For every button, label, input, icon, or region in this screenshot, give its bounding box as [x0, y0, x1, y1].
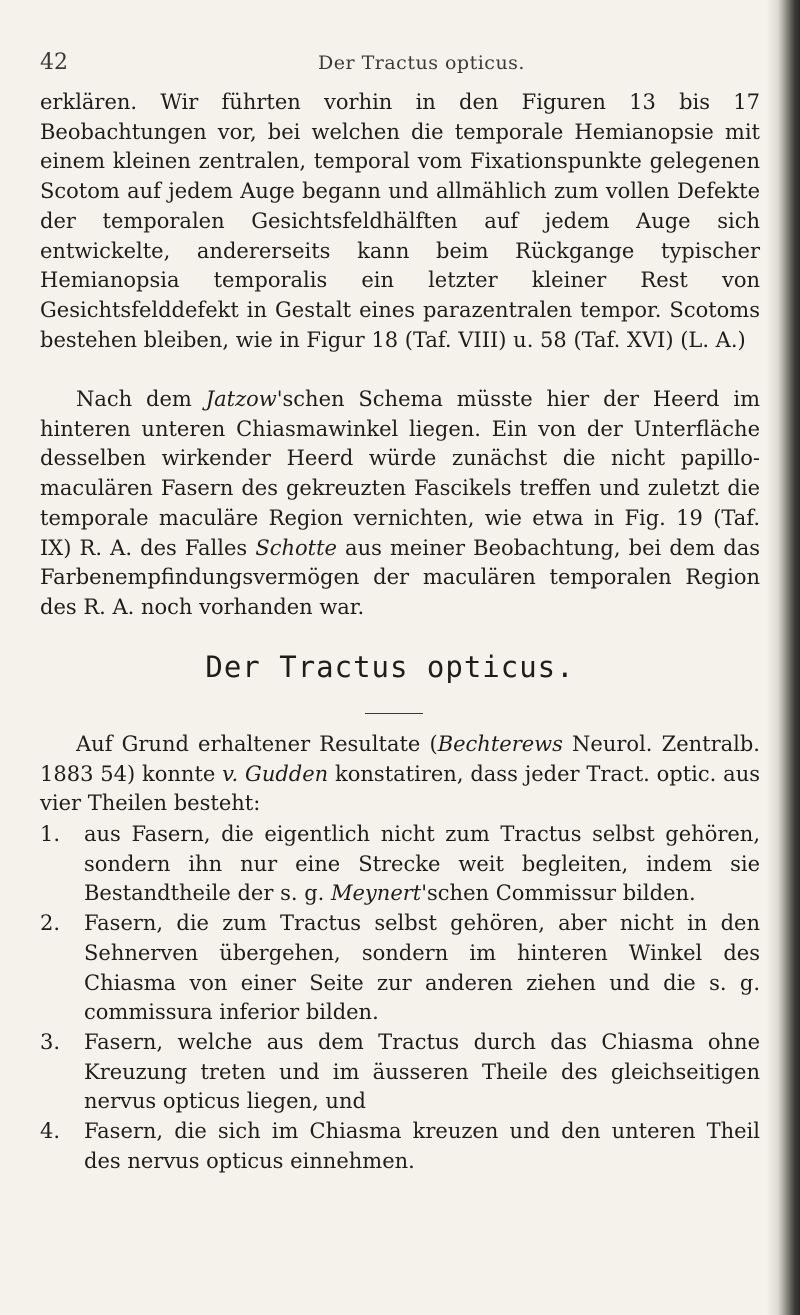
- list-item: [40, 1117, 760, 1176]
- paragraph-3-pre: Auf Grund erhaltener Resultate (: [76, 732, 438, 756]
- paragraph-3-mid: Neurol. Zentralb. 1883 54) konnte: [40, 732, 760, 786]
- list-item-3-text: Fasern, welche aus dem Tractus durch das Chiasma ohne Kreuzung treten und im äusseren Theile des gleichseitigen nervus opticus liegen, und: [84, 1029, 760, 1114]
- paragraph-2-end: aus meiner Beobachtung, bei dem das Farbenempfindungsvermögen der maculären temporalen Region des R. A. noch vorhanden war.: [40, 535, 760, 619]
- list-item-number: 1.: [40, 822, 61, 846]
- paragraph-2-post: 'schen Schema müsste hier der Heerd im hinteren unteren Chiasmawinkel liegen. Ein von der Unterfläche desselben wirkender Heerd würde zunächst die nicht papillo-maculären Fasern des gekreuzten Fascikels treffen und zuletzt die temporale maculäre Region vernichten, wie etwa in Fig. 19 (Taf. IX) R. A. des Falles: [40, 387, 760, 560]
- page-number: 42: [40, 50, 68, 75]
- heading-rule: [365, 713, 423, 714]
- paragraph-3: [40, 730, 760, 819]
- case-name-schotte: Schotte: [255, 535, 337, 560]
- section-heading: Der Tractus opticus.: [205, 650, 575, 684]
- paragraph-3-text: [40, 730, 760, 819]
- list-item-4-text: Fasern, die sich im Chiasma kreuzen und den unteren Theil des nervus opticus einnehmen.: [84, 1119, 760, 1173]
- paragraph-2-text: [40, 385, 760, 623]
- author-name-jatzow: Jatzow: [205, 387, 277, 411]
- list-item: [40, 909, 760, 1028]
- list-item-1-post: 'schen Commissur bilden.: [421, 881, 696, 906]
- tractus-parts-list: [40, 820, 760, 1176]
- author-name-gudden: v. Gudden: [222, 761, 329, 786]
- paragraph-1-text: erklären. Wir führten vorhin in den Figuren 13 bis 17 Beobachtungen vor, bei welchen die temporale Hemianopsie mit einem kleinen zentralen, temporal vom Fixationspunkte gelegenen Scotom auf jedem Auge begann und allmählich zum vollen Defekte der temporalen Gesichtsfeldhälften auf jedem Auge sich entwickelte, andererseits kann beim Rückgange typischer Hemianopsia temporalis ein letzter kleiner Rest von Gesichtsfelddefekt in Gestalt eines parazentralen tempor. Scotoms bestehen bleiben, wie in Figur 18 (Taf. VIII) u. 58 (Taf. XVI) (L. A.): [40, 90, 760, 352]
- list-item-1-pre: aus Fasern, die eigentlich nicht zum Tractus selbst gehören, sondern ihn nur eine Strecke weit begleiten, indem sie Bestandtheile der s. g.: [84, 822, 760, 906]
- page-header: [0, 50, 800, 80]
- paragraph-1: [40, 88, 760, 355]
- list-item-number: 3.: [40, 1029, 61, 1054]
- paragraph-3-post: konstatiren, dass jeder Tract. optic. aus vier Theilen besteht:: [40, 761, 760, 816]
- paragraph-2: [40, 385, 760, 623]
- list-item-number: 4.: [40, 1119, 61, 1144]
- author-name-meynert: Meynert: [331, 881, 422, 906]
- list-item: [40, 820, 760, 909]
- list-item-number: 2.: [40, 911, 61, 936]
- list-item-2-text: Fasern, die zum Tractus selbst gehören, aber nicht in den Sehnerven übergehen, sondern im hinteren Winkel des Chiasma von einer Seite zur anderen ziehen und die s. g. commissura inferior bilden.: [84, 911, 760, 1025]
- author-name-bechterew: Bechterews: [437, 732, 563, 756]
- paragraph-2-pre: Nach dem: [76, 387, 206, 411]
- list-item: [40, 1028, 760, 1117]
- running-title: Der Tractus opticus.: [318, 52, 525, 74]
